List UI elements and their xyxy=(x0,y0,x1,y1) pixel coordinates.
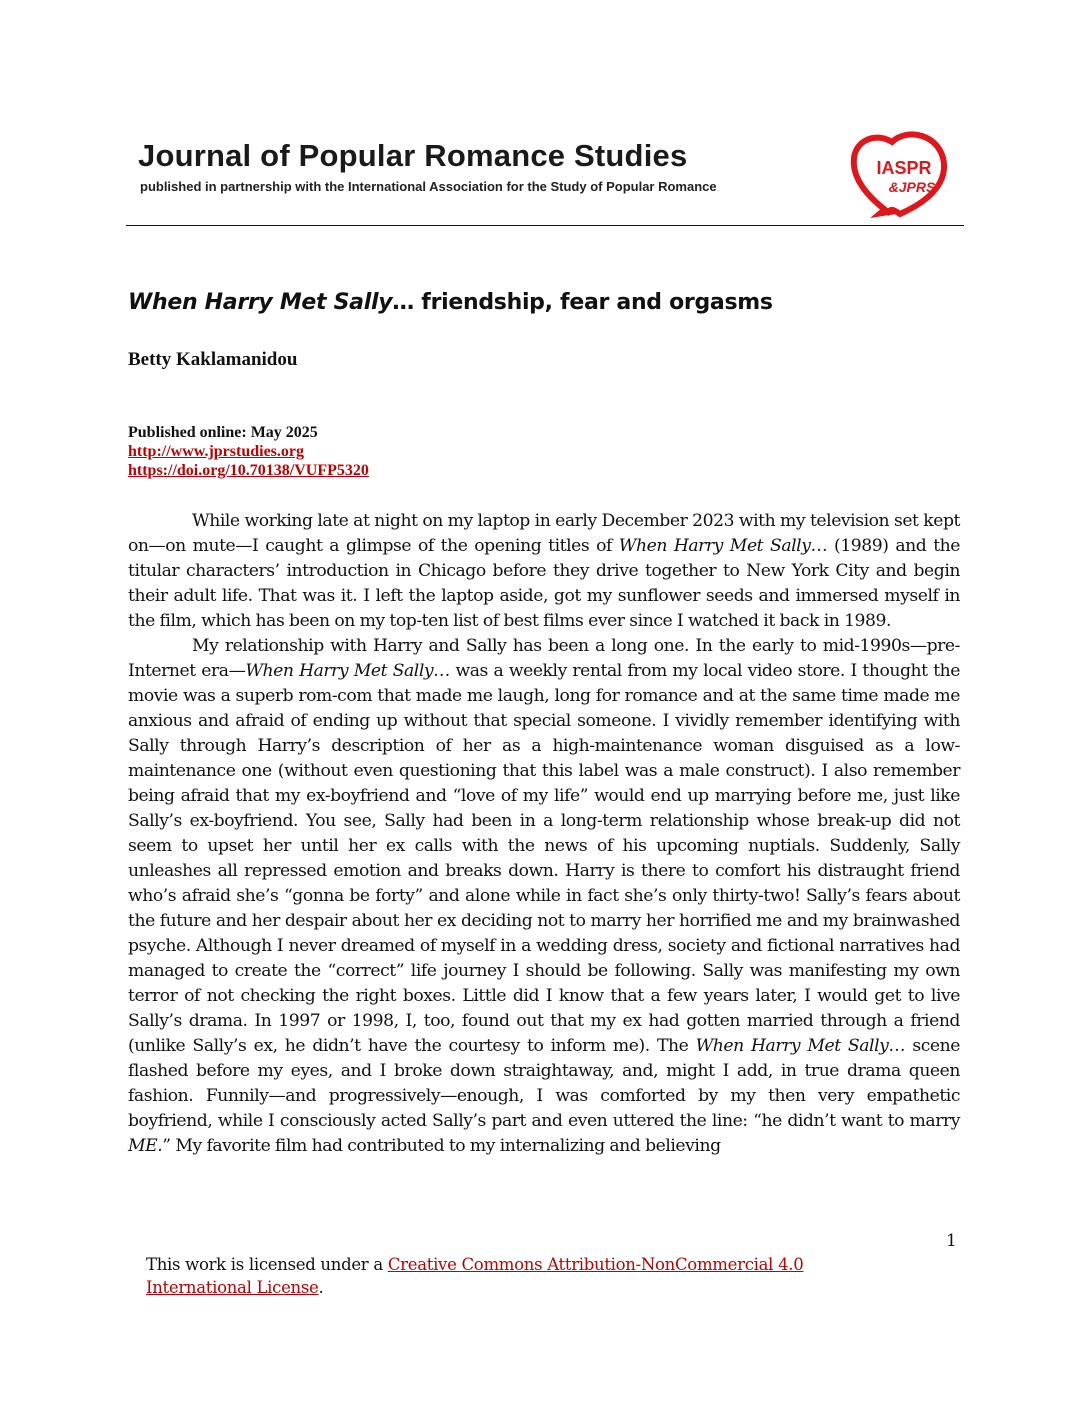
article-title xyxy=(128,290,773,315)
iaspr-heart-logo xyxy=(848,128,954,220)
article-title-film: When Harry Met Sally xyxy=(128,290,393,315)
film-title: When Harry Met Sally… xyxy=(618,536,828,556)
body-text: (1989) and the titular characters’ introduction in Chicago before they drive together to New York City and begin their adult life. That was it. I left the laptop aside, got my sunflower seeds and immersed myself in the film, which has been on my top-ten list of best films ever since I watched it back in 1989. xyxy=(128,536,960,631)
body-text: scene flashed before my eyes, and I broke down straightaway, and, might I add, in true drama queen fashion. Funnily—and progressively—enough, I was comforted by my then very empathetic boyfriend, while I consciously acted Sally’s part and even uttered the line: “he didn’t want to marry xyxy=(128,1036,960,1131)
logo-text-iaspr: IASPR xyxy=(876,158,932,178)
published-date: Published online: May 2025 xyxy=(128,424,318,441)
journal-url-link[interactable]: http://www.jprstudies.org xyxy=(128,443,305,460)
body-text: was a weekly rental from my local video store. I thought the movie was a superb rom-com that made me laugh, long for romance and at the same time made me anxious and afraid of ending up without that special someone. I vividly remember identifying with Sally through Harry’s description of her as a high-maintenance woman disguised as a low-maintenance one (without even questioning that this label was a male construct). I also remember being afraid that my ex-boyfriend and “love of my life” would end up marrying before me, just like Sally’s ex-boyfriend. You see, Sally had been in a long-term relationship whose break-up did not seem to upset her until her ex calls with the news of his upcoming nuptials. Suddenly, Sally unleashes all repressed emotion and breaks down. Harry is there to comfort his distraught friend who’s afraid she’s “gonna be forty” and alone while in fact she’s only thirty-two! Sally’s fears about the future and her despair about her ex deciding not to marry her horrified me and my brainwashed psyche. Although I never dreamed of myself in a wedding dress, society and fictional narratives had managed to create the “correct” life journey I should be following. Sally was manifesting my own terror of not checking the right boxes. Little did I know that a few years later, I would get to live Sally’s drama. In 1997 or 1998, I, too, found out that my ex had gotten married through a friend (unlike Sally’s ex, he didn’t have the courtesy to inform me). The xyxy=(128,661,960,1056)
journal-masthead xyxy=(126,128,964,228)
article-body xyxy=(128,509,960,1159)
article-author: Betty Kaklamanidou xyxy=(128,349,298,370)
film-title: When Harry Met Sally… xyxy=(245,661,450,681)
page-number: 1 xyxy=(946,1231,957,1251)
license-text: This work is licensed under a xyxy=(146,1255,388,1274)
journal-title: Journal of Popular Romance Studies xyxy=(138,138,688,173)
body-text: While working late at night on my laptop in early December 2023 with my television set kept on—on mute—I caught a glimpse of the opening titles of xyxy=(128,511,960,556)
journal-subtitle: published in partnership with the International Association for the Study of Popular Romance xyxy=(140,179,717,194)
logo-text-jprs: &JPRS xyxy=(888,179,936,195)
article-title-rest: … friendship, fear and orgasms xyxy=(392,290,773,315)
license-link[interactable]: Creative Commons Attribution-NonCommercial 4.0 International License xyxy=(146,1255,804,1297)
body-text: ” My favorite film had contributed to my internalizing and believing xyxy=(162,1136,721,1156)
emphasis: ME. xyxy=(128,1136,163,1156)
body-paragraph xyxy=(128,634,960,1159)
license-notice xyxy=(146,1253,866,1299)
header-rule xyxy=(126,225,964,226)
body-text: My relationship with Harry and Sally has been a long one. In the early to mid-1990s—pre-Internet era— xyxy=(128,636,960,681)
publication-info xyxy=(128,423,369,480)
body-paragraph xyxy=(128,509,960,634)
license-text-end: . xyxy=(318,1278,324,1297)
doi-link[interactable]: https://doi.org/10.70138/VUFP5320 xyxy=(128,462,369,479)
film-title: When Harry Met Sally… xyxy=(695,1036,906,1056)
